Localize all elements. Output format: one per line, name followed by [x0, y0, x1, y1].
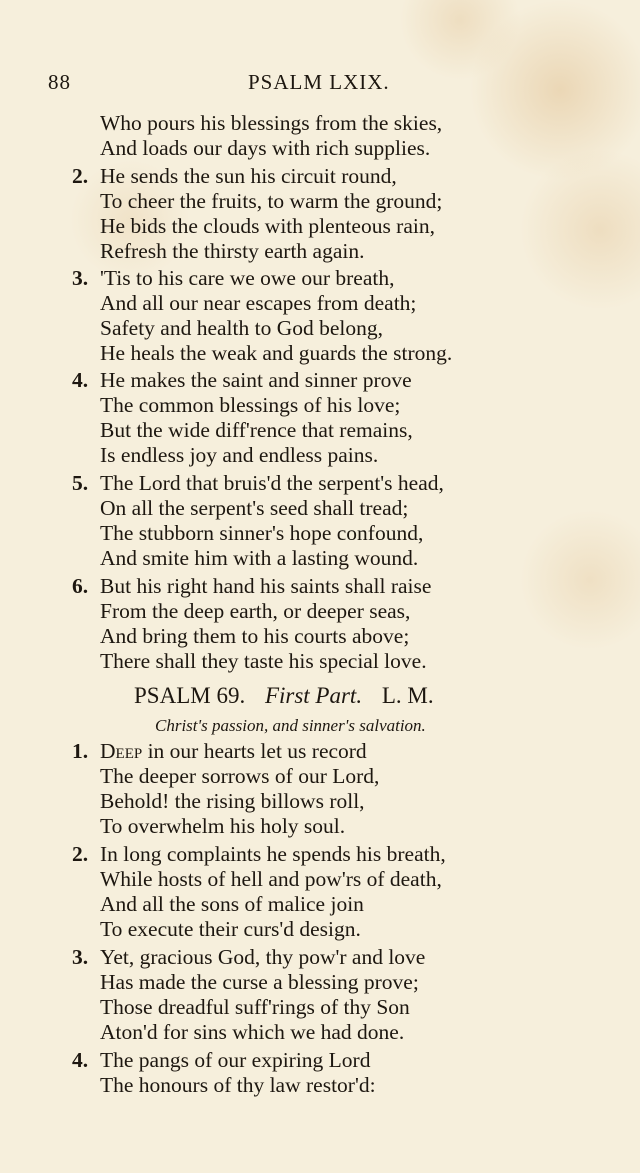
verse-line: 1. Deep in our hearts let us record — [72, 739, 367, 763]
verse-line: Who pours his blessings from the skies, — [100, 111, 443, 135]
verse-line: The honours of thy law restor'd: — [100, 1073, 376, 1097]
verse-line: 5. The Lord that bruis'd the serpent's head, — [72, 471, 444, 495]
verse-line: From the deep earth, or deeper seas, — [100, 599, 411, 623]
verse-line: Aton'd for sins which we had done. — [100, 1020, 405, 1044]
page-header — [48, 70, 548, 100]
stanza-number: 5. — [72, 471, 89, 495]
verse-line: 6. But his right hand his saints shall raise — [72, 574, 432, 598]
stanza-4 — [72, 368, 552, 468]
stanza-number: 2. — [72, 842, 89, 866]
verse-line: 4. He makes the saint and sinner prove — [72, 368, 412, 392]
stanza-4-second — [72, 1048, 552, 1098]
stanza-continuation — [72, 111, 552, 161]
verse-line: 2. He sends the sun his circuit round, — [72, 164, 397, 188]
verse-line: The deeper sorrows of our Lord, — [100, 764, 380, 788]
verse-line: Behold! the rising billows roll, — [100, 789, 365, 813]
verse-line: The common blessings of his love; — [100, 393, 401, 417]
verse-line: On all the serpent's seed shall tread; — [100, 496, 409, 520]
verse-line: 3. 'Tis to his care we owe our breath, — [72, 266, 395, 290]
initial-word: Deep — [100, 739, 143, 763]
stanza-number: 3. — [72, 945, 89, 969]
verse-line: Those dreadful suff'rings of thy Son — [100, 995, 410, 1019]
stanza-2 — [72, 164, 552, 264]
verse-line: And all our near escapes from death; — [100, 291, 417, 315]
stanza-1-second — [72, 739, 552, 839]
verse-line: The stubborn sinner's hope confound, — [100, 521, 424, 545]
running-head: PSALM LXIX. — [248, 70, 390, 94]
stanza-number: 4. — [72, 1048, 89, 1072]
psalm-title: PSALM 69. — [134, 683, 246, 708]
stanza-number: 6. — [72, 574, 89, 598]
verse-line: 3. Yet, gracious God, thy pow'r and love — [72, 945, 426, 969]
verse-line: Safety and health to God belong, — [100, 316, 384, 340]
verse-line: Has made the curse a blessing prove; — [100, 970, 419, 994]
stanza-5 — [72, 471, 552, 571]
verse-line: And loads our days with rich supplies. — [100, 136, 431, 160]
verse-line: 2. In long complaints he spends his breath, — [72, 842, 446, 866]
verse-line: To cheer the fruits, to warm the ground; — [100, 189, 443, 213]
verse-line: And smite him with a lasting wound. — [100, 546, 419, 570]
psalm-meter: L. M. — [381, 683, 434, 708]
verse-line: Refresh the thirsty earth again. — [100, 239, 365, 263]
verse-line: He bids the clouds with plenteous rain, — [100, 214, 435, 238]
psalm-heading — [134, 683, 534, 713]
verse-line: And bring them to his courts above; — [100, 624, 410, 648]
psalm-subtitle: Christ's passion, and sinner's salvation. — [155, 716, 426, 735]
psalm-part: First Part. — [264, 683, 363, 708]
stanza-2-second — [72, 842, 552, 942]
stanza-number: 4. — [72, 368, 89, 392]
verse-line: And all the sons of malice join — [100, 892, 364, 916]
verse-line: He heals the weak and guards the strong. — [100, 341, 453, 365]
verse-line: There shall they taste his special love. — [100, 649, 427, 673]
stanza-number: 3. — [72, 266, 89, 290]
page-number: 88 — [48, 70, 71, 94]
verse-line: While hosts of hell and pow'rs of death, — [100, 867, 442, 891]
verse-line: 4. The pangs of our expiring Lord — [72, 1048, 371, 1072]
stanza-3-second — [72, 945, 552, 1045]
verse-line: To overwhelm his holy soul. — [100, 814, 346, 838]
stanza-number: 2. — [72, 164, 89, 188]
stanza-3 — [72, 266, 552, 366]
stanza-6 — [72, 574, 552, 674]
verse-line: But the wide diff'rence that remains, — [100, 418, 413, 442]
verse-line: To execute their curs'd design. — [100, 917, 361, 941]
verse-line: Is endless joy and endless pains. — [100, 443, 379, 467]
stanza-number: 1. — [72, 739, 89, 763]
